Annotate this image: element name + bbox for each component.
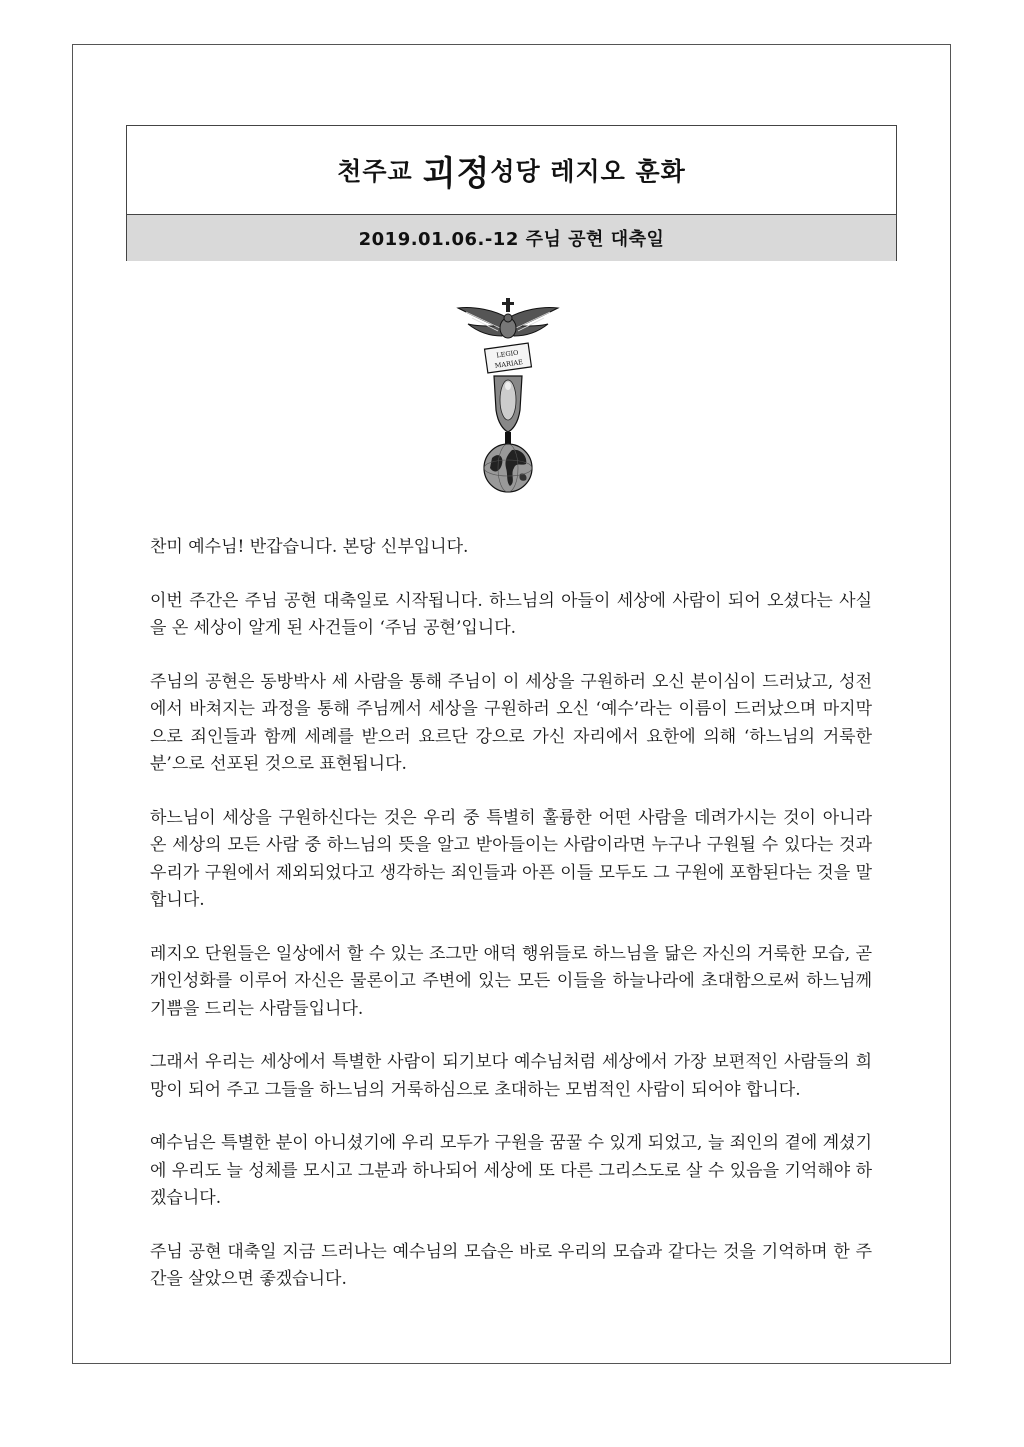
paragraph: 주님 공현 대축일 지금 드러나는 예수님의 모습은 바로 우리의 모습과 같다는 것을 기억하며 한 주간을 살았으면 좋겠습니다. bbox=[150, 1241, 872, 1289]
title-prefix: 천주교 bbox=[337, 157, 413, 186]
paragraph: 이번 주간은 주님 공현 대축일로 시작됩니다. 하느님의 아들이 세상에 사람이 되어 오셨다는 사실을 온 세상이 알게 된 사건들이 ‘주님 공현’입니다. bbox=[150, 590, 872, 638]
title-emphasis: 괴정 bbox=[422, 153, 491, 194]
paragraph: 레지오 단원들은 일상에서 할 수 있는 조그만 애덕 행위들로 하느님을 닮은 자신의 거룩한 모습, 곧 개인성화를 이루어 자신은 물론이고 주변에 있는 모든 이들을 하늘나라에 초대함으로써 하느님께 기쁨을 드리는 사람들입니다. bbox=[150, 943, 872, 1019]
legio-mariae-vexillum-icon bbox=[456, 296, 560, 496]
title-suffix: 성당 레지오 훈화 bbox=[490, 157, 686, 186]
paragraph: 주님의 공현은 동방박사 세 사람을 통해 주님이 이 세상을 구원하러 오신 분이심이 드러났고, 성전에서 바쳐지는 과정을 통해 주님께서 세상을 구원하러 오신 ‘예수’라는 이름이 드러났으며 마지막으로 죄인들과 함께 세례를 받으러 요르단 강으로 가신 자리에서 요한에 의해 ‘하느님의 거룩한 분’으로 선포된 것으로 표현됩니다. bbox=[150, 671, 872, 774]
header-box bbox=[126, 125, 897, 261]
paragraph: 하느님이 세상을 구원하신다는 것은 우리 중 특별히 훌륭한 어떤 사람을 데려가시는 것이 아니라 온 세상의 모든 사람 중 하느님의 뜻을 알고 받아들이는 사람이라면 누구나 구원될 수 있다는 것과 우리가 구원에서 제외되었다고 생각하는 죄인들과 아픈 이들 모두도 그 구원에 포함된다는 것을 말합니다. bbox=[150, 807, 872, 910]
emblem-banner-line2: MARIAE bbox=[494, 358, 524, 370]
article-body bbox=[150, 534, 872, 1320]
paragraph: 찬미 예수님! 반갑습니다. 본당 신부입니다. bbox=[150, 537, 469, 557]
emblem-banner-line1: LEGIO bbox=[495, 348, 519, 360]
date-banner: 2019.01.06.-12 주님 공현 대축일 bbox=[127, 215, 896, 261]
page-title bbox=[127, 126, 896, 215]
paragraph: 예수님은 특별한 분이 아니셨기에 우리 모두가 구원을 꿈꿀 수 있게 되었고, 늘 죄인의 곁에 계셨기에 우리도 늘 성체를 모시고 그분과 하나되어 세상에 또 다른 그리스도로 살 수 있음을 기억해야 하겠습니다. bbox=[150, 1133, 872, 1208]
paragraph: 그래서 우리는 세상에서 특별한 사람이 되기보다 예수님처럼 세상에서 가장 보편적인 사람들의 희망이 되어 주고 그들을 하느님의 거룩하심으로 초대하는 모범적인 사람이 되어야 합니다. bbox=[150, 1052, 872, 1100]
